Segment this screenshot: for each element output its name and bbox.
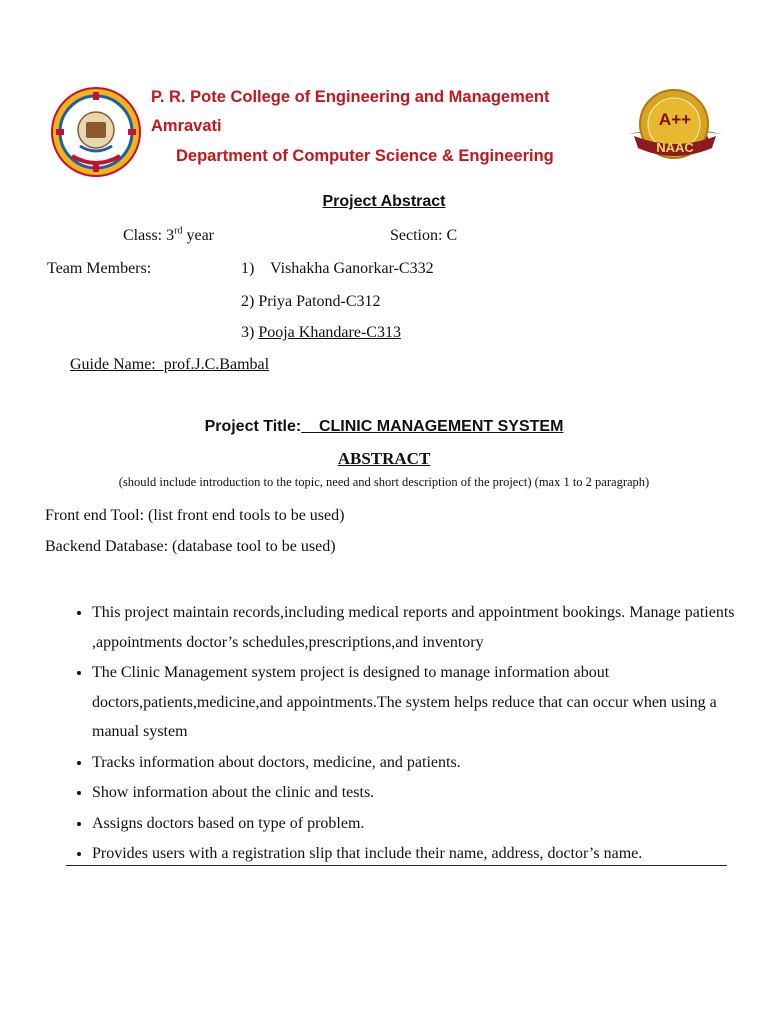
class-info — [123, 227, 214, 245]
guide-name: Guide Name: prof.J.C.Bambal — [70, 356, 270, 373]
college-logo — [50, 86, 142, 178]
abstract-bullet-list — [66, 598, 752, 870]
list-item: • Tracks information about doctors, medicine, and patients. — [92, 748, 752, 778]
member-3-prefix: 3) — [241, 324, 259, 341]
member-2: 2) Priya Patond-C312 — [241, 293, 381, 310]
member-3-name: Pooja Khandare-C313 — [258, 324, 401, 341]
list-item: • This project maintain records,including medical reports and appointment bookings. Manage patients ,appointments doctor’s schedules,prescriptions,and inventory — [92, 598, 752, 657]
team-label: Team Members: — [47, 260, 152, 277]
college-name: P. R. Pote College of Engineering and Management — [151, 88, 550, 106]
member-1: 1) Vishakha Ganorkar-C332 — [241, 260, 434, 277]
naac-badge-grade: A++ — [658, 110, 692, 129]
abstract-note: (should include introduction to the topic, need and short description of the project) (max 1 to 2 paragraph) — [118, 475, 650, 489]
class-suffix: year — [182, 227, 214, 244]
project-title-value: CLINIC MANAGEMENT SYSTEM — [301, 418, 564, 435]
project-title — [0, 418, 768, 436]
college-city: Amravati — [151, 117, 222, 135]
bottom-rule — [66, 865, 727, 866]
list-item: • The Clinic Management system project is designed to manage information about doctors,patients,medicine,and appointments.The system helps reduce that can occur when using a manual system — [92, 658, 752, 747]
class-label: Class: 3 — [123, 227, 175, 244]
list-item: • Show information about the clinic and tests. — [92, 778, 752, 808]
member-3 — [241, 324, 401, 342]
list-item: • Assigns doctors based on type of problem. — [92, 809, 752, 839]
frontend-tool: Front end Tool: (list front end tools to be used) — [45, 507, 345, 524]
list-item: • Provides users with a registration slip that include their name, address, doctor’s name. — [92, 839, 752, 869]
doc-heading: Project Abstract — [322, 193, 446, 210]
naac-badge — [626, 86, 724, 170]
department-name: Department of Computer Science & Engineering — [176, 147, 554, 165]
abstract-heading: ABSTRACT — [337, 449, 431, 468]
project-title-label: Project Title: — [204, 418, 302, 435]
backend-database: Backend Database: (database tool to be used) — [45, 538, 336, 555]
naac-badge-ribbon: NAAC — [656, 140, 694, 155]
section-info: Section: C — [390, 227, 458, 244]
class-sup: rd — [174, 225, 183, 237]
